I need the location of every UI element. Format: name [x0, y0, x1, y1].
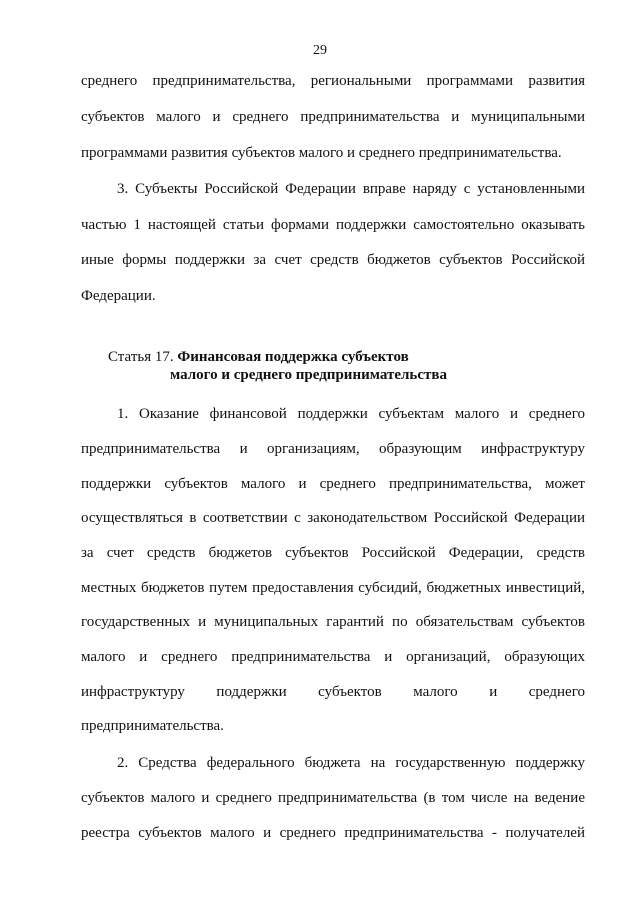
article-title-line-2: малого и среднего предпринимательства: [170, 367, 447, 383]
paragraph-line: среднего предпринимательства, региональными программами развития: [81, 73, 585, 89]
paragraph-line: малого и среднего предпринимательства и организаций, образующих: [81, 649, 585, 665]
paragraph-line: государственных и муниципальных гарантий по обязательствам субъектов: [81, 614, 585, 630]
article-heading: [108, 348, 528, 366]
paragraph-line: инфраструктуру поддержки субъектов малого и среднего: [81, 684, 585, 700]
paragraph-line: поддержки субъектов малого и среднего предпринимательства, может: [81, 476, 585, 492]
paragraph-line: местных бюджетов путем предоставления субсидий, бюджетных инвестиций,: [81, 580, 585, 596]
paragraph-line: 2. Средства федерального бюджета на государственную поддержку: [117, 755, 585, 771]
paragraph-line: иные формы поддержки за счет средств бюджетов субъектов Российской: [81, 252, 585, 268]
page-number: 29: [313, 43, 327, 58]
paragraph-line: за счет средств бюджетов субъектов Российской Федерации, средств: [81, 545, 585, 561]
paragraph-line: субъектов малого и среднего предпринимательства и муниципальными: [81, 109, 585, 125]
paragraph-line: осуществляться в соответствии с законодательством Российской Федерации: [81, 510, 585, 526]
paragraph-line: предпринимательства и организациям, образующим инфраструктуру: [81, 441, 585, 457]
article-title-line-1: Финансовая поддержка субъектов: [177, 349, 409, 365]
paragraph-line: программами развития субъектов малого и среднего предпринимательства.: [81, 145, 562, 161]
paragraph-line: субъектов малого и среднего предпринимательства (в том числе на ведение: [81, 790, 585, 806]
paragraph-line: Федерации.: [81, 288, 156, 304]
paragraph-line: предпринимательства.: [81, 718, 224, 734]
article-number: Статья 17.: [108, 349, 174, 365]
paragraph-line: 1. Оказание финансовой поддержки субъектам малого и среднего: [117, 406, 585, 422]
paragraph-line: реестра субъектов малого и среднего предпринимательства - получателей: [81, 825, 585, 841]
paragraph-line: частью 1 настоящей статьи формами поддержки самостоятельно оказывать: [81, 217, 585, 233]
paragraph-line: 3. Субъекты Российской Федерации вправе наряду с установленными: [117, 181, 585, 197]
